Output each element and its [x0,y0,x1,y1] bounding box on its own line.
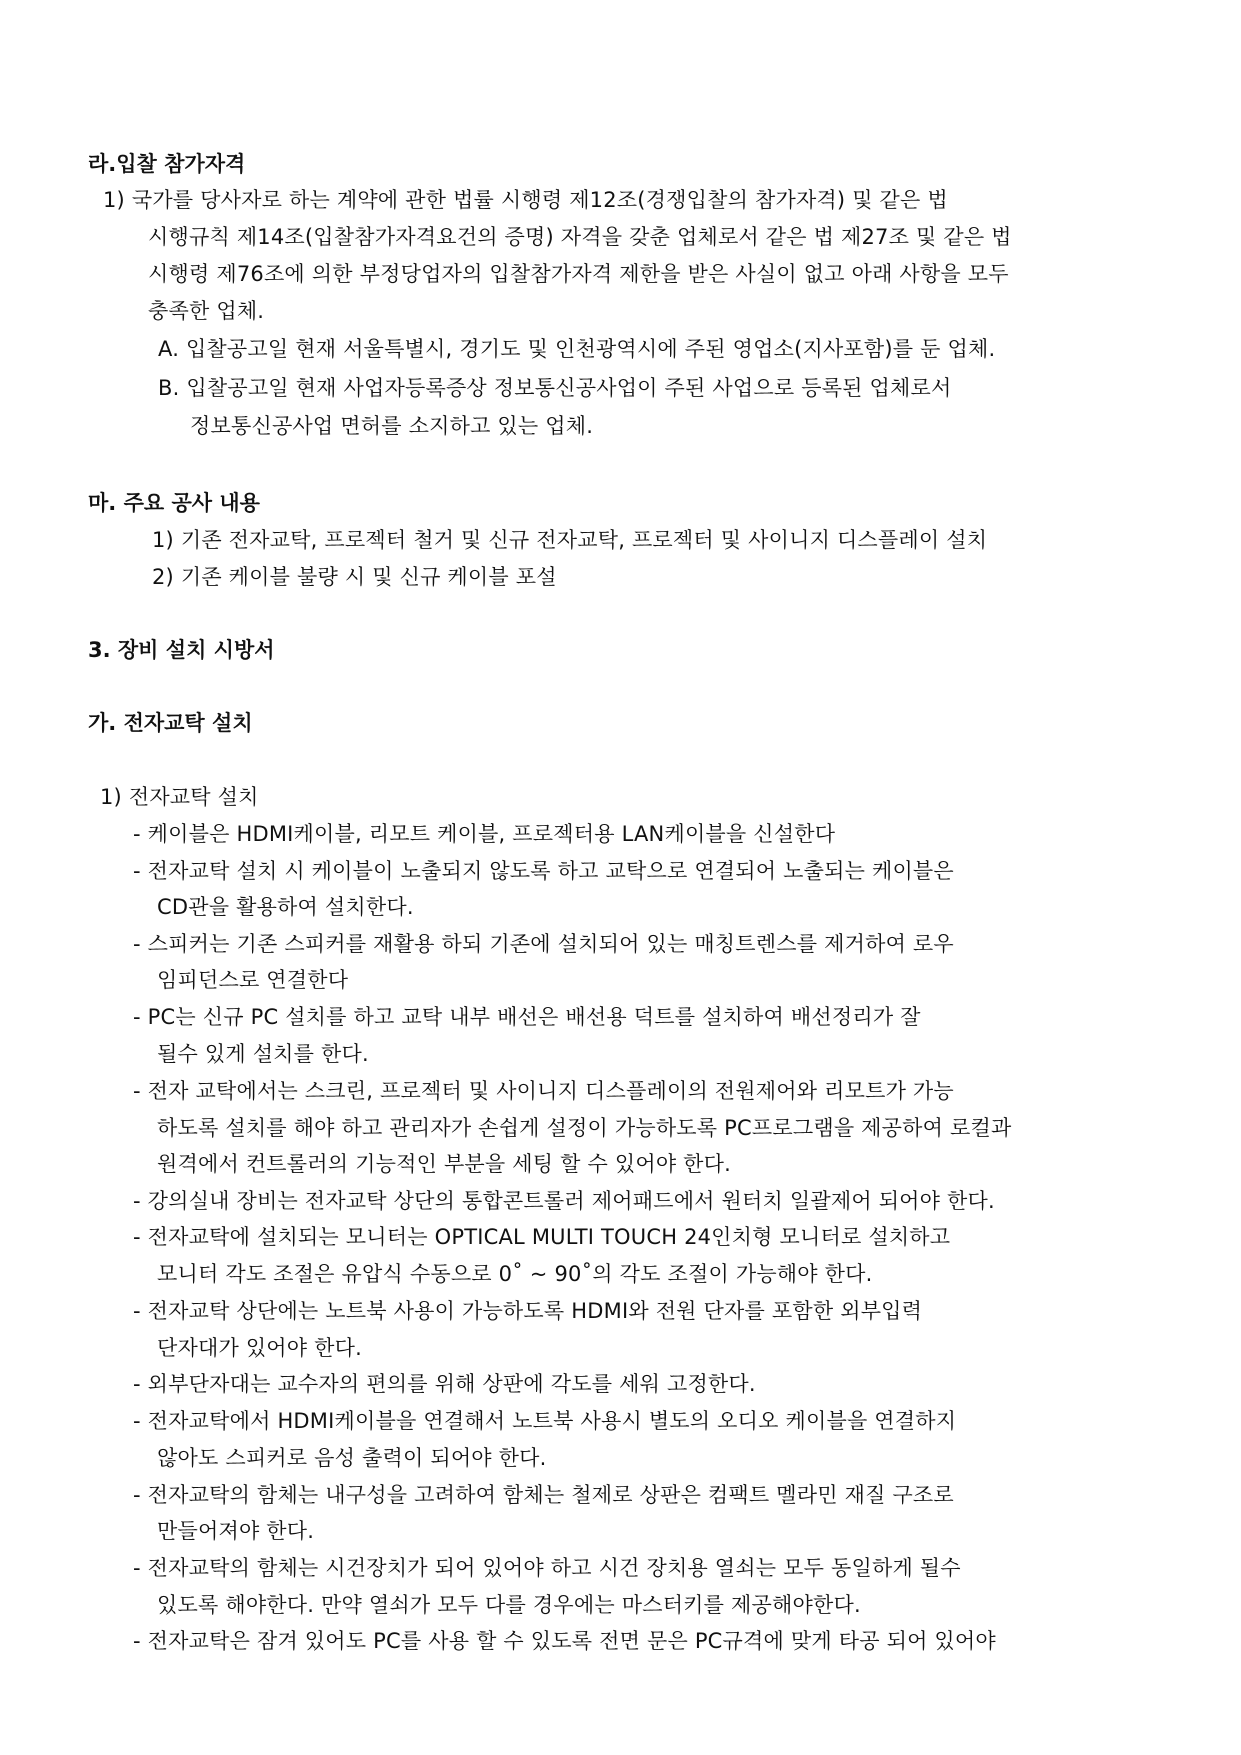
bullet-8-line-1: - 전자교탁 상단에는 노트북 사용이 가능하도록 HDMI와 전원 단자를 포함한 외부입력 [133,1299,923,1323]
ra-item-1-line-2: 시행규칙 제14조(입찰참가자격요건의 증명) 자격을 갖춘 업체로서 같은 법 제27조 및 같은 법 [148,225,1012,249]
bullet-3-line-1: - 스피커는 기존 스피커를 재활용 하되 기존에 설치되어 있는 매칭트렌스를 제거하여 로우 [133,932,954,956]
bullet-7-line-1: - 전자교탁에 설치되는 모니터는 OPTICAL MULTI TOUCH 24인치형 모니터로 설치하고 [133,1225,951,1249]
bullet-10-line-2: 않아도 스피커로 음성 출력이 되어야 한다. [157,1446,547,1470]
ra-item-1-line-3: 시행령 제76조에 의한 부정당업자의 입찰참가자격 제한을 받은 사실이 없고 아래 사항을 모두 [148,262,1009,286]
bullet-11-line-2: 만들어져야 한다. [157,1519,315,1543]
ma-item-1: 1) 기존 전자교탁, 프로젝터 철거 및 신규 전자교탁, 프로젝터 및 사이니지 디스플레이 설치 [152,528,988,552]
bullet-2-line-1: - 전자교탁 설치 시 케이블이 노출되지 않도록 하고 교탁으로 연결되어 노출되는 케이블은 [133,859,954,883]
bullet-11-line-1: - 전자교탁의 함체는 내구성을 고려하여 함체는 철제로 상판은 컴팩트 멜라민 재질 구조로 [133,1483,954,1507]
section-title-ga: 가. 전자교탁 설치 [88,711,253,735]
ga-item-1: 1) 전자교탁 설치 [100,785,259,809]
ra-item-1-line-1: 1) 국가를 당사자로 하는 계약에 관한 법률 시행령 제12조(경쟁입찰의 참가자격) 및 같은 법 [103,188,948,212]
bullet-3-line-2: 임피던스로 연결한다 [157,968,349,992]
bullet-7-line-2: 모니터 각도 조절은 유압식 수동으로 0˚ ~ 90˚의 각도 조절이 가능해야 한다. [157,1262,873,1286]
bullet-13-line-1: - 전자교탁은 잠겨 있어도 PC를 사용 할 수 있도록 전면 문은 PC규격에 맞게 타공 되어 있어야 [133,1629,996,1653]
bullet-4-line-1: - PC는 신규 PC 설치를 하고 교탁 내부 배선은 배선용 덕트를 설치하여 배선정리가 잘 [133,1005,921,1029]
section-title-3: 3. 장비 설치 시방서 [88,638,275,662]
ra-sub-b-line-2: 정보통신공사업 면허를 소지하고 있는 업체. [190,414,594,438]
bullet-12-line-1: - 전자교탁의 함체는 시건장치가 되어 있어야 하고 시건 장치용 열쇠는 모두 동일하게 될수 [133,1556,961,1580]
bullet-8-line-2: 단자대가 있어야 한다. [157,1336,362,1360]
ra-sub-a: A. 입찰공고일 현재 서울특별시, 경기도 및 인천광역시에 주된 영업소(지사포함)를 둔 업체. [158,337,996,361]
bullet-1: - 케이블은 HDMI케이블, 리모트 케이블, 프로젝터용 LAN케이블을 신설한다 [133,822,836,846]
bullet-5-line-2: 하도록 설치를 해야 하고 관리자가 손쉽게 설정이 가능하도록 PC프로그램을 제공하여 로컬과 [157,1116,1012,1140]
bullet-5-line-3: 원격에서 컨트롤러의 기능적인 부분을 세팅 할 수 있어야 한다. [157,1152,732,1176]
bullet-5-line-1: - 전자 교탁에서는 스크린, 프로젝터 및 사이니지 디스플레이의 전원제어와 리모트가 가능 [133,1079,954,1103]
ma-item-2: 2) 기존 케이블 불량 시 및 신규 케이블 포설 [152,565,557,589]
bullet-10-line-1: - 전자교탁에서 HDMI케이블을 연결해서 노트북 사용시 별도의 오디오 케이블을 연결하지 [133,1409,957,1433]
bullet-12-line-2: 있도록 해야한다. 만약 열쇠가 모두 다를 경우에는 마스터키를 제공해야한다. [157,1593,861,1617]
bullet-9: - 외부단자대는 교수자의 편의를 위해 상판에 각도를 세워 고정한다. [133,1372,756,1396]
bullet-2-line-2: CD관을 활용하여 설치한다. [157,895,414,919]
section-title-ma: 마. 주요 공사 내용 [88,491,260,515]
bullet-6: - 강의실내 장비는 전자교탁 상단의 통합콘트롤러 제어패드에서 원터치 일괄제어 되어야 한다. [133,1189,995,1213]
ra-item-1-line-4: 충족한 업체. [148,299,265,323]
ra-sub-b-line-1: B. 입찰공고일 현재 사업자등록증상 정보통신공사업이 주된 사업으로 등록된 업체로서 [158,376,952,400]
section-title-ra: 라.입찰 참가자격 [88,152,246,176]
bullet-4-line-2: 될수 있게 설치를 한다. [157,1042,369,1066]
